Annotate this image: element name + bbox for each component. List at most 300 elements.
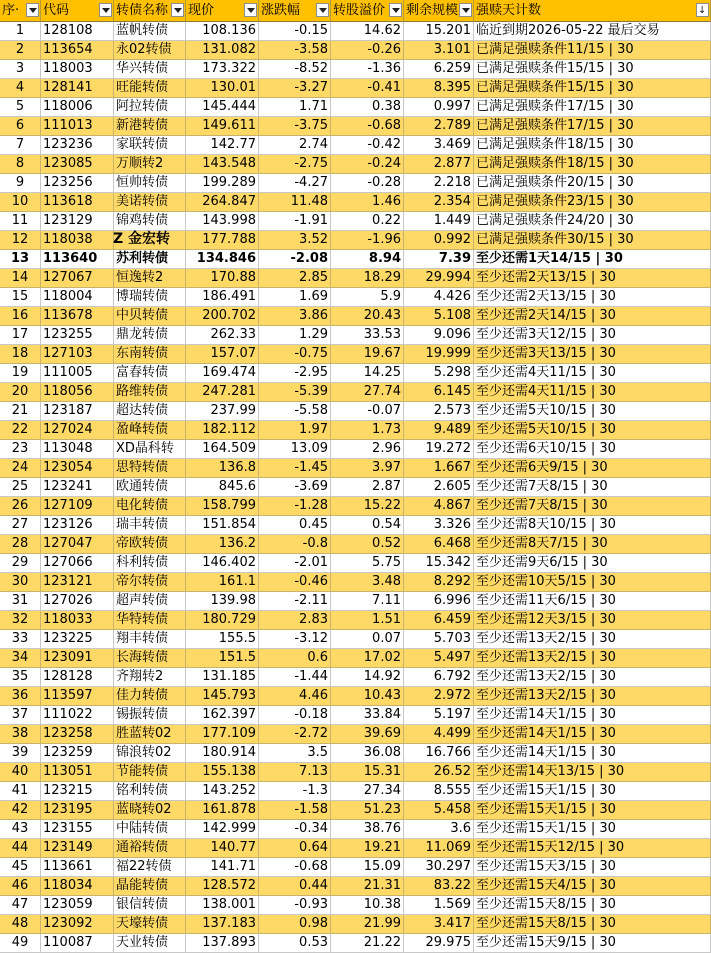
cell-no[interactable]: 47 [0, 896, 41, 915]
filter-dropdown-icon[interactable] [316, 3, 329, 17]
table-row[interactable] [0, 668, 711, 687]
cell-name[interactable]: 锡振转债 [114, 706, 186, 725]
cell-code[interactable]: 123155 [41, 820, 114, 839]
cell-no[interactable]: 41 [0, 782, 41, 801]
filter-dropdown-icon[interactable] [26, 3, 39, 17]
cell-size[interactable]: 26.52 [404, 763, 474, 782]
cell-price[interactable]: 177.788 [186, 231, 259, 250]
cell-change[interactable]: 0.98 [259, 915, 331, 934]
table-row[interactable] [0, 782, 711, 801]
cell-price[interactable]: 845.6 [186, 478, 259, 497]
cell-size[interactable]: 6.996 [404, 592, 474, 611]
cell-premium[interactable]: 15.22 [331, 497, 404, 516]
cell-name[interactable]: 铭利转债 [114, 782, 186, 801]
cell-name[interactable]: XD晶科转 [114, 440, 186, 459]
cell-code[interactable]: 123258 [41, 725, 114, 744]
cell-change[interactable]: 2.74 [259, 136, 331, 155]
table-row[interactable] [0, 60, 711, 79]
cell-no[interactable]: 11 [0, 212, 41, 231]
cell-premium[interactable]: 36.08 [331, 744, 404, 763]
table-row[interactable] [0, 459, 711, 478]
cell-change[interactable]: 0.45 [259, 516, 331, 535]
cell-size[interactable]: 6.145 [404, 383, 474, 402]
cell-price[interactable]: 262.33 [186, 326, 259, 345]
cell-status[interactable]: 至少还需12天3/15 | 30 [474, 611, 711, 630]
cell-change[interactable]: -2.01 [259, 554, 331, 573]
cell-premium[interactable]: 2.87 [331, 478, 404, 497]
cell-change[interactable]: 11.48 [259, 193, 331, 212]
cell-change[interactable]: -0.8 [259, 535, 331, 554]
cell-no[interactable]: 31 [0, 592, 41, 611]
cell-price[interactable]: 180.729 [186, 611, 259, 630]
cell-status[interactable]: 至少还需1天14/15 | 30 [474, 250, 711, 269]
cell-code[interactable]: 118004 [41, 288, 114, 307]
cell-size[interactable]: 9.096 [404, 326, 474, 345]
cell-status[interactable]: 至少还需15天8/15 | 30 [474, 896, 711, 915]
cell-size[interactable]: 4.867 [404, 497, 474, 516]
cell-premium[interactable]: -1.96 [331, 231, 404, 250]
cell-size[interactable]: 5.458 [404, 801, 474, 820]
cell-code[interactable]: 113654 [41, 41, 114, 60]
cell-size[interactable]: 6.259 [404, 60, 474, 79]
cell-size[interactable]: 3.326 [404, 516, 474, 535]
cell-premium[interactable]: 0.07 [331, 630, 404, 649]
cell-size[interactable]: 8.395 [404, 79, 474, 98]
table-row[interactable] [0, 915, 711, 934]
filter-dropdown-icon[interactable] [459, 3, 472, 17]
cell-code[interactable]: 127024 [41, 421, 114, 440]
table-row[interactable] [0, 193, 711, 212]
cell-size[interactable]: 6.459 [404, 611, 474, 630]
cell-change[interactable]: 1.71 [259, 98, 331, 117]
cell-no[interactable]: 36 [0, 687, 41, 706]
cell-no[interactable]: 3 [0, 60, 41, 79]
cell-no[interactable]: 38 [0, 725, 41, 744]
cell-code[interactable]: 123059 [41, 896, 114, 915]
cell-price[interactable]: 131.185 [186, 668, 259, 687]
cell-change[interactable]: -5.39 [259, 383, 331, 402]
cell-size[interactable]: 8.292 [404, 573, 474, 592]
cell-premium[interactable]: 27.74 [331, 383, 404, 402]
cell-name[interactable]: 华特转债 [114, 611, 186, 630]
cell-price[interactable]: 128.572 [186, 877, 259, 896]
cell-status[interactable]: 已满足强赎条件24/20 | 30 [474, 212, 711, 231]
cell-change[interactable]: 2.85 [259, 269, 331, 288]
cell-change[interactable]: -1.58 [259, 801, 331, 820]
cell-no[interactable]: 37 [0, 706, 41, 725]
cell-name[interactable]: 思特转债 [114, 459, 186, 478]
cell-premium[interactable]: -0.28 [331, 174, 404, 193]
cell-size[interactable]: 6.792 [404, 668, 474, 687]
cell-status[interactable]: 至少还需11天6/15 | 30 [474, 592, 711, 611]
cell-size[interactable]: 19.272 [404, 440, 474, 459]
cell-price[interactable]: 137.893 [186, 934, 259, 953]
cell-name[interactable]: 瑞丰转债 [114, 516, 186, 535]
cell-change[interactable]: 1.97 [259, 421, 331, 440]
cell-change[interactable]: 7.13 [259, 763, 331, 782]
table-row[interactable] [0, 22, 711, 41]
cell-price[interactable]: 200.702 [186, 307, 259, 326]
cell-premium[interactable]: 17.02 [331, 649, 404, 668]
cell-change[interactable]: 0.6 [259, 649, 331, 668]
cell-size[interactable]: 2.218 [404, 174, 474, 193]
cell-no[interactable]: 39 [0, 744, 41, 763]
cell-change[interactable]: 1.29 [259, 326, 331, 345]
cell-price[interactable]: 141.71 [186, 858, 259, 877]
cell-change[interactable]: -2.75 [259, 155, 331, 174]
cell-size[interactable]: 9.489 [404, 421, 474, 440]
cell-code[interactable]: 111005 [41, 364, 114, 383]
cell-size[interactable]: 5.108 [404, 307, 474, 326]
cell-price[interactable]: 145.793 [186, 687, 259, 706]
cell-code[interactable]: 118033 [41, 611, 114, 630]
cell-code[interactable]: 118003 [41, 60, 114, 79]
cell-price[interactable]: 139.98 [186, 592, 259, 611]
cell-code[interactable]: 127103 [41, 345, 114, 364]
cell-premium[interactable]: 7.11 [331, 592, 404, 611]
table-row[interactable] [0, 307, 711, 326]
cell-no[interactable]: 5 [0, 98, 41, 117]
cell-status[interactable]: 至少还需7天8/15 | 30 [474, 478, 711, 497]
cell-status[interactable]: 至少还需15天9/15 | 30 [474, 934, 711, 953]
cell-change[interactable]: 0.44 [259, 877, 331, 896]
cell-code[interactable]: 127067 [41, 269, 114, 288]
cell-name[interactable]: 帝尔转债 [114, 573, 186, 592]
cell-name[interactable]: 博瑞转债 [114, 288, 186, 307]
table-row[interactable] [0, 497, 711, 516]
cell-name[interactable]: 胜蓝转02 [114, 725, 186, 744]
cell-price[interactable]: 142.77 [186, 136, 259, 155]
cell-no[interactable]: 1 [0, 22, 41, 41]
table-row[interactable] [0, 706, 711, 725]
cell-change[interactable]: 2.83 [259, 611, 331, 630]
cell-premium[interactable]: 21.31 [331, 877, 404, 896]
cell-code[interactable]: 128141 [41, 79, 114, 98]
cell-status[interactable]: 至少还需10天5/15 | 30 [474, 573, 711, 592]
cell-code[interactable]: 123241 [41, 478, 114, 497]
cell-status[interactable]: 至少还需15天1/15 | 30 [474, 782, 711, 801]
cell-size[interactable]: 15.201 [404, 22, 474, 41]
cell-change[interactable]: -2.72 [259, 725, 331, 744]
cell-code[interactable]: 123092 [41, 915, 114, 934]
cell-premium[interactable]: 18.29 [331, 269, 404, 288]
cell-premium[interactable]: -0.41 [331, 79, 404, 98]
cell-price[interactable]: 137.183 [186, 915, 259, 934]
cell-no[interactable]: 25 [0, 478, 41, 497]
cell-no[interactable]: 34 [0, 649, 41, 668]
cell-no[interactable]: 16 [0, 307, 41, 326]
cell-name[interactable]: 节能转债 [114, 763, 186, 782]
cell-no[interactable]: 28 [0, 535, 41, 554]
cell-code[interactable]: 111013 [41, 117, 114, 136]
cell-name[interactable]: 阿拉转债 [114, 98, 186, 117]
table-row[interactable] [0, 174, 711, 193]
cell-status[interactable]: 至少还需4天11/15 | 30 [474, 383, 711, 402]
cell-code[interactable]: 118038 [41, 231, 114, 250]
cell-code[interactable]: 113661 [41, 858, 114, 877]
cell-name[interactable]: 美诺转债 [114, 193, 186, 212]
cell-price[interactable]: 134.846 [186, 250, 259, 269]
cell-status[interactable]: 至少还需14天1/15 | 30 [474, 706, 711, 725]
cell-code[interactable]: 111022 [41, 706, 114, 725]
cell-price[interactable]: 162.397 [186, 706, 259, 725]
cell-premium[interactable]: 21.99 [331, 915, 404, 934]
cell-premium[interactable]: 10.43 [331, 687, 404, 706]
cell-code[interactable]: 123225 [41, 630, 114, 649]
cell-size[interactable]: 11.069 [404, 839, 474, 858]
cell-status[interactable]: 已满足强赎条件15/15 | 30 [474, 79, 711, 98]
cell-name[interactable]: 万顺转2 [114, 155, 186, 174]
cell-name[interactable]: 华兴转债 [114, 60, 186, 79]
cell-no[interactable]: 27 [0, 516, 41, 535]
header-name-column[interactable] [114, 0, 186, 22]
cell-status[interactable]: 至少还需4天11/15 | 30 [474, 364, 711, 383]
cell-status[interactable]: 至少还需15天12/15 | 30 [474, 839, 711, 858]
cell-no[interactable]: 45 [0, 858, 41, 877]
cell-price[interactable]: 157.07 [186, 345, 259, 364]
cell-no[interactable]: 30 [0, 573, 41, 592]
cell-name[interactable]: 锦浪转02 [114, 744, 186, 763]
cell-no[interactable]: 48 [0, 915, 41, 934]
table-row[interactable] [0, 820, 711, 839]
cell-no[interactable]: 21 [0, 402, 41, 421]
cell-name[interactable]: 中陆转债 [114, 820, 186, 839]
cell-premium[interactable]: 33.84 [331, 706, 404, 725]
cell-name[interactable]: 欧通转债 [114, 478, 186, 497]
cell-status[interactable]: 至少还需2天14/15 | 30 [474, 307, 711, 326]
cell-name[interactable]: 蓝晓转02 [114, 801, 186, 820]
cell-size[interactable]: 29.994 [404, 269, 474, 288]
header-code-column[interactable] [41, 0, 114, 22]
table-row[interactable] [0, 744, 711, 763]
table-row[interactable] [0, 231, 711, 250]
cell-change[interactable]: -3.12 [259, 630, 331, 649]
cell-name[interactable]: 超达转债 [114, 402, 186, 421]
cell-change[interactable]: 3.5 [259, 744, 331, 763]
cell-code[interactable]: 123054 [41, 459, 114, 478]
header-change-column[interactable] [259, 0, 331, 22]
cell-premium[interactable]: 5.75 [331, 554, 404, 573]
cell-code[interactable]: 128128 [41, 668, 114, 687]
cell-premium[interactable]: 10.38 [331, 896, 404, 915]
cell-code[interactable]: 123259 [41, 744, 114, 763]
cell-size[interactable]: 30.297 [404, 858, 474, 877]
cell-code[interactable]: 127047 [41, 535, 114, 554]
cell-name[interactable]: 恒逸转2 [114, 269, 186, 288]
cell-status[interactable]: 至少还需9天6/15 | 30 [474, 554, 711, 573]
cell-name[interactable]: 齐翔转2 [114, 668, 186, 687]
cell-name[interactable]: 富春转债 [114, 364, 186, 383]
cell-premium[interactable]: 15.09 [331, 858, 404, 877]
cell-premium[interactable]: -0.24 [331, 155, 404, 174]
cell-price[interactable]: 177.109 [186, 725, 259, 744]
cell-price[interactable]: 136.2 [186, 535, 259, 554]
cell-size[interactable]: 3.101 [404, 41, 474, 60]
cell-status[interactable]: 至少还需6天10/15 | 30 [474, 440, 711, 459]
cell-name[interactable]: 翔丰转债 [114, 630, 186, 649]
cell-price[interactable]: 143.252 [186, 782, 259, 801]
cell-name[interactable]: 通裕转债 [114, 839, 186, 858]
cell-size[interactable]: 16.766 [404, 744, 474, 763]
cell-status[interactable]: 至少还需14天13/15 | 30 [474, 763, 711, 782]
cell-price[interactable]: 237.99 [186, 402, 259, 421]
cell-change[interactable]: -1.44 [259, 668, 331, 687]
cell-change[interactable]: -0.34 [259, 820, 331, 839]
cell-code[interactable]: 123215 [41, 782, 114, 801]
cell-name[interactable]: 路维转债 [114, 383, 186, 402]
cell-size[interactable]: 1.569 [404, 896, 474, 915]
cell-price[interactable]: 131.082 [186, 41, 259, 60]
cell-name[interactable]: 盈峰转债 [114, 421, 186, 440]
cell-change[interactable]: -1.28 [259, 497, 331, 516]
cell-code[interactable]: 113618 [41, 193, 114, 212]
filter-dropdown-icon[interactable] [244, 3, 257, 17]
cell-name[interactable]: 鼎龙转债 [114, 326, 186, 345]
cell-status[interactable]: 至少还需13天2/15 | 30 [474, 630, 711, 649]
cell-size[interactable]: 2.573 [404, 402, 474, 421]
cell-premium[interactable]: -1.36 [331, 60, 404, 79]
cell-price[interactable]: 247.281 [186, 383, 259, 402]
cell-size[interactable]: 5.703 [404, 630, 474, 649]
table-row[interactable] [0, 383, 711, 402]
cell-no[interactable]: 32 [0, 611, 41, 630]
cell-price[interactable]: 149.611 [186, 117, 259, 136]
cell-code[interactable]: 128108 [41, 22, 114, 41]
table-row[interactable] [0, 573, 711, 592]
cell-premium[interactable]: 51.23 [331, 801, 404, 820]
table-row[interactable] [0, 155, 711, 174]
cell-change[interactable]: 3.52 [259, 231, 331, 250]
cell-code[interactable]: 123236 [41, 136, 114, 155]
cell-premium[interactable]: -0.26 [331, 41, 404, 60]
table-row[interactable] [0, 212, 711, 231]
cell-size[interactable]: 29.975 [404, 934, 474, 953]
cell-code[interactable]: 123129 [41, 212, 114, 231]
cell-code[interactable]: 113051 [41, 763, 114, 782]
cell-status[interactable]: 至少还需5天10/15 | 30 [474, 402, 711, 421]
cell-size[interactable]: 83.22 [404, 877, 474, 896]
cell-size[interactable]: 4.499 [404, 725, 474, 744]
cell-size[interactable]: 5.497 [404, 649, 474, 668]
table-row[interactable] [0, 535, 711, 554]
cell-price[interactable]: 161.1 [186, 573, 259, 592]
cell-size[interactable]: 0.992 [404, 231, 474, 250]
cell-size[interactable]: 1.667 [404, 459, 474, 478]
table-row[interactable] [0, 345, 711, 364]
cell-size[interactable]: 6.468 [404, 535, 474, 554]
cell-no[interactable]: 43 [0, 820, 41, 839]
cell-status[interactable]: 已满足强赎条件17/15 | 30 [474, 98, 711, 117]
table-row[interactable] [0, 934, 711, 953]
cell-status[interactable]: 至少还需8天7/15 | 30 [474, 535, 711, 554]
cell-no[interactable]: 24 [0, 459, 41, 478]
cell-price[interactable]: 169.474 [186, 364, 259, 383]
cell-price[interactable]: 146.402 [186, 554, 259, 573]
cell-change[interactable]: 13.09 [259, 440, 331, 459]
table-row[interactable] [0, 554, 711, 573]
cell-no[interactable]: 14 [0, 269, 41, 288]
cell-no[interactable]: 8 [0, 155, 41, 174]
cell-size[interactable]: 5.298 [404, 364, 474, 383]
cell-change[interactable]: -2.95 [259, 364, 331, 383]
cell-status[interactable]: 至少还需15天1/15 | 30 [474, 820, 711, 839]
cell-status[interactable]: 至少还需3天12/15 | 30 [474, 326, 711, 345]
cell-no[interactable]: 42 [0, 801, 41, 820]
cell-status[interactable]: 至少还需13天2/15 | 30 [474, 687, 711, 706]
cell-name[interactable]: 银信转债 [114, 896, 186, 915]
cell-status[interactable]: 至少还需5天10/15 | 30 [474, 421, 711, 440]
table-row[interactable] [0, 649, 711, 668]
table-row[interactable] [0, 269, 711, 288]
cell-no[interactable]: 23 [0, 440, 41, 459]
cell-name[interactable]: 长海转债 [114, 649, 186, 668]
cell-status[interactable]: 已满足强赎条件17/15 | 30 [474, 117, 711, 136]
cell-change[interactable]: 4.46 [259, 687, 331, 706]
cell-premium[interactable]: 1.51 [331, 611, 404, 630]
cell-premium[interactable]: -0.68 [331, 117, 404, 136]
cell-premium[interactable]: 19.67 [331, 345, 404, 364]
cell-price[interactable]: 151.854 [186, 516, 259, 535]
cell-code[interactable]: 113640 [41, 250, 114, 269]
cell-change[interactable]: -8.52 [259, 60, 331, 79]
filter-dropdown-icon[interactable] [171, 3, 184, 17]
cell-size[interactable]: 0.997 [404, 98, 474, 117]
cell-price[interactable]: 180.914 [186, 744, 259, 763]
cell-no[interactable]: 29 [0, 554, 41, 573]
cell-size[interactable]: 19.999 [404, 345, 474, 364]
cell-size[interactable]: 2.354 [404, 193, 474, 212]
table-row[interactable] [0, 763, 711, 782]
cell-name[interactable]: 超声转债 [114, 592, 186, 611]
cell-status[interactable]: 至少还需15天8/15 | 30 [474, 915, 711, 934]
cell-size[interactable]: 8.555 [404, 782, 474, 801]
table-row[interactable] [0, 41, 711, 60]
cell-no[interactable]: 22 [0, 421, 41, 440]
table-row[interactable] [0, 364, 711, 383]
cell-premium[interactable]: 0.22 [331, 212, 404, 231]
cell-status[interactable]: 至少还需6天9/15 | 30 [474, 459, 711, 478]
table-row[interactable] [0, 877, 711, 896]
sort-desc-filter-icon[interactable] [696, 3, 709, 17]
cell-status[interactable]: 至少还需13天2/15 | 30 [474, 668, 711, 687]
cell-name[interactable]: 恒帅转债 [114, 174, 186, 193]
cell-price[interactable]: 264.847 [186, 193, 259, 212]
cell-status[interactable]: 至少还需7天8/15 | 30 [474, 497, 711, 516]
cell-price[interactable]: 182.112 [186, 421, 259, 440]
cell-change[interactable]: 1.69 [259, 288, 331, 307]
cell-premium[interactable]: 0.38 [331, 98, 404, 117]
cell-status[interactable]: 至少还需14天1/15 | 30 [474, 744, 711, 763]
cell-price[interactable]: 161.878 [186, 801, 259, 820]
table-row[interactable] [0, 611, 711, 630]
cell-change[interactable]: -3.27 [259, 79, 331, 98]
cell-premium[interactable]: 15.31 [331, 763, 404, 782]
table-row[interactable] [0, 896, 711, 915]
cell-change[interactable]: 0.64 [259, 839, 331, 858]
cell-price[interactable]: 155.5 [186, 630, 259, 649]
cell-change[interactable]: -1.45 [259, 459, 331, 478]
cell-size[interactable]: 2.789 [404, 117, 474, 136]
table-row[interactable] [0, 440, 711, 459]
cell-premium[interactable]: 33.53 [331, 326, 404, 345]
cell-price[interactable]: 108.136 [186, 22, 259, 41]
cell-premium[interactable]: 38.76 [331, 820, 404, 839]
cell-premium[interactable]: -0.07 [331, 402, 404, 421]
cell-name[interactable]: 新港转债 [114, 117, 186, 136]
cell-change[interactable]: -0.75 [259, 345, 331, 364]
cell-size[interactable]: 2.605 [404, 478, 474, 497]
cell-no[interactable]: 44 [0, 839, 41, 858]
